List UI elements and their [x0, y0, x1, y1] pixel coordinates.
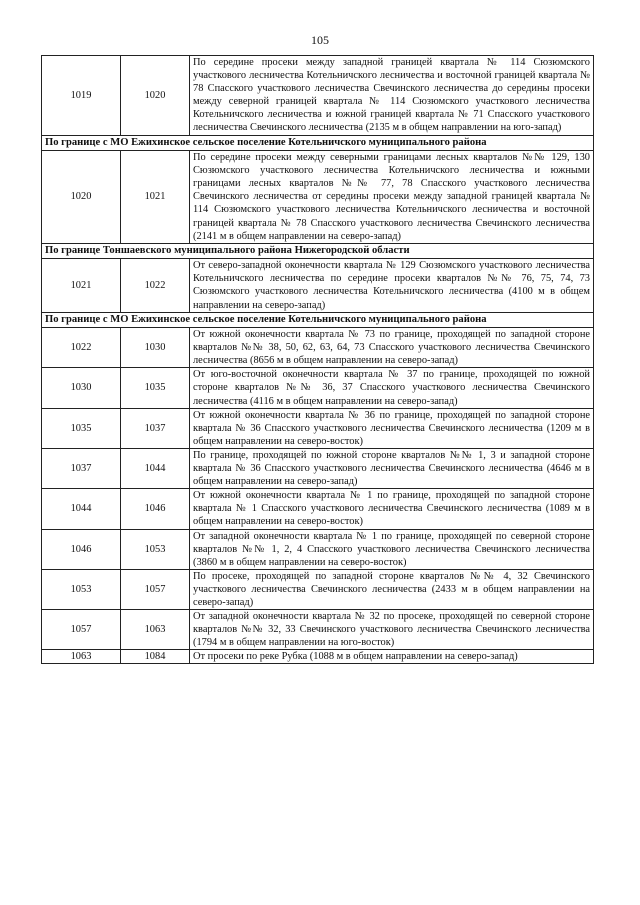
table-row	[42, 368, 594, 408]
point-from: 1053	[42, 569, 121, 609]
point-to: 1057	[121, 569, 190, 609]
point-to: 1035	[121, 368, 190, 408]
boundary-description: По середине просеки между северными границами лесных кварталов №№ 129, 130 Сюзюмского участкового лесничества Котельничского лесничества и южными границами лесных кварталов №№ 77, 78 Спасского участкового лесничества Свечинского лесничества от середины просеки между западной границей квартала № 114 Сюзюмского участкового лесничества Котельничского лесничества и восточной границей квартала № 78 Спасского участкового лесничества Свечинского лесничества (2141 м в общем направлении на северо-запад)	[190, 151, 594, 244]
point-to: 1084	[121, 650, 190, 664]
table-body	[42, 56, 594, 664]
point-from: 1035	[42, 408, 121, 448]
boundary-description: По просеке, проходящей по западной стороне кварталов №№ 4, 32 Свечинского участкового лесничества Свечинского лесничества (2433 м в общем направлении на северо-запад)	[190, 569, 594, 609]
point-from: 1019	[42, 56, 121, 136]
boundary-description: От южной оконечности квартала № 73 по границе, проходящей по западной стороне кварталов №№ 38, 50, 62, 63, 64, 73 Спасского участкового лесничества Свечинского лесничества (8656 м в общем направлении на северо-запад)	[190, 328, 594, 368]
section-header-row	[42, 135, 594, 151]
table-row	[42, 529, 594, 569]
point-from: 1063	[42, 650, 121, 664]
table-row	[42, 650, 594, 664]
boundary-description: По границе, проходящей по южной стороне кварталов №№ 1, 3 и западной стороне квартала № 36 Спасского участкового лесничества Свечинского лесничества (4646 м в общем направлении на северо-запад)	[190, 448, 594, 488]
boundary-description: От южной оконечности квартала № 36 по границе, проходящей по западной стороне квартала № 36 Спасского участкового лесничества Свечинского лесничества (1209 м в общем направлении на северо-восток)	[190, 408, 594, 448]
table-row	[42, 328, 594, 368]
point-to: 1063	[121, 610, 190, 650]
page-number: 105	[311, 33, 329, 47]
point-from: 1020	[42, 151, 121, 244]
table-row	[42, 408, 594, 448]
section-header: По границе Тоншаевского муниципального района Нижегородской области	[42, 243, 594, 259]
section-header-row	[42, 312, 594, 328]
point-to: 1053	[121, 529, 190, 569]
point-to: 1021	[121, 151, 190, 244]
section-header: По границе с МО Ежихинское сельское поселение Котельничского муниципального района	[42, 312, 594, 328]
boundary-description: От южной оконечности квартала № 1 по границе, проходящей по западной стороне квартала № 1 Спасского участкового лесничества Свечинского лесничества (1089 м в общем направлении на северо-восток)	[190, 489, 594, 529]
table-row	[42, 259, 594, 312]
point-from: 1022	[42, 328, 121, 368]
point-from: 1030	[42, 368, 121, 408]
point-from: 1057	[42, 610, 121, 650]
point-to: 1037	[121, 408, 190, 448]
section-header-row	[42, 243, 594, 259]
table-row	[42, 489, 594, 529]
table-row	[42, 610, 594, 650]
table-row	[42, 448, 594, 488]
table-row	[42, 56, 594, 136]
point-to: 1030	[121, 328, 190, 368]
boundary-description: По середине просеки между западной границей квартала № 114 Сюзюмского участкового лесничества Котельничского лесничества и восточной границей квартала № 78 Спасского участкового лесничества Свечинского лесничества до середины просеки между северной границей квартала № 114 Сюзюмского участкового лесничества Котельничского лесничества и южной границей квартала № 71 Спасского участкового лесничества Свечинского лесничества (2135 м в общем направлении на юго-запад)	[190, 56, 594, 136]
boundary-table	[41, 55, 594, 664]
point-to: 1020	[121, 56, 190, 136]
table-row	[42, 569, 594, 609]
point-from: 1037	[42, 448, 121, 488]
point-from: 1021	[42, 259, 121, 312]
section-header: По границе с МО Ежихинское сельское поселение Котельничского муниципального района	[42, 135, 594, 151]
boundary-description: От северо-западной оконечности квартала № 129 Сюзюмского участкового лесничества Котельничского лесничества по середине просеки кварталов №№ 76, 75, 74, 73 Сюзюмского участкового лесничества Котельничского лесничества (4100 м в общем направлении на северо-запад)	[190, 259, 594, 312]
point-to: 1044	[121, 448, 190, 488]
boundary-description: От юго-восточной оконечности квартала № 37 по границе, проходящей по южной стороне кварталов №№ 36, 37 Спасского участкового лесничества Свечинского лесничества (4116 м в общем направлении на северо-запад)	[190, 368, 594, 408]
point-to: 1046	[121, 489, 190, 529]
point-to: 1022	[121, 259, 190, 312]
point-from: 1044	[42, 489, 121, 529]
table-row	[42, 151, 594, 244]
boundary-description: От западной оконечности квартала № 1 по границе, проходящей по северной стороне кварталов №№ 1, 2, 4 Спасского участкового лесничества Свечинского лесничества (3860 м в общем направлении на северо-восток)	[190, 529, 594, 569]
boundary-description: От западной оконечности квартала № 32 по просеке, проходящей по северной стороне кварталов №№ 32, 33 Свечинского участкового лесничества Свечинского лесничества (1794 м в общем направлении на юго-восток)	[190, 610, 594, 650]
point-from: 1046	[42, 529, 121, 569]
boundary-description: От просеки по реке Рубка (1088 м в общем направлении на северо-запад)	[190, 650, 594, 664]
